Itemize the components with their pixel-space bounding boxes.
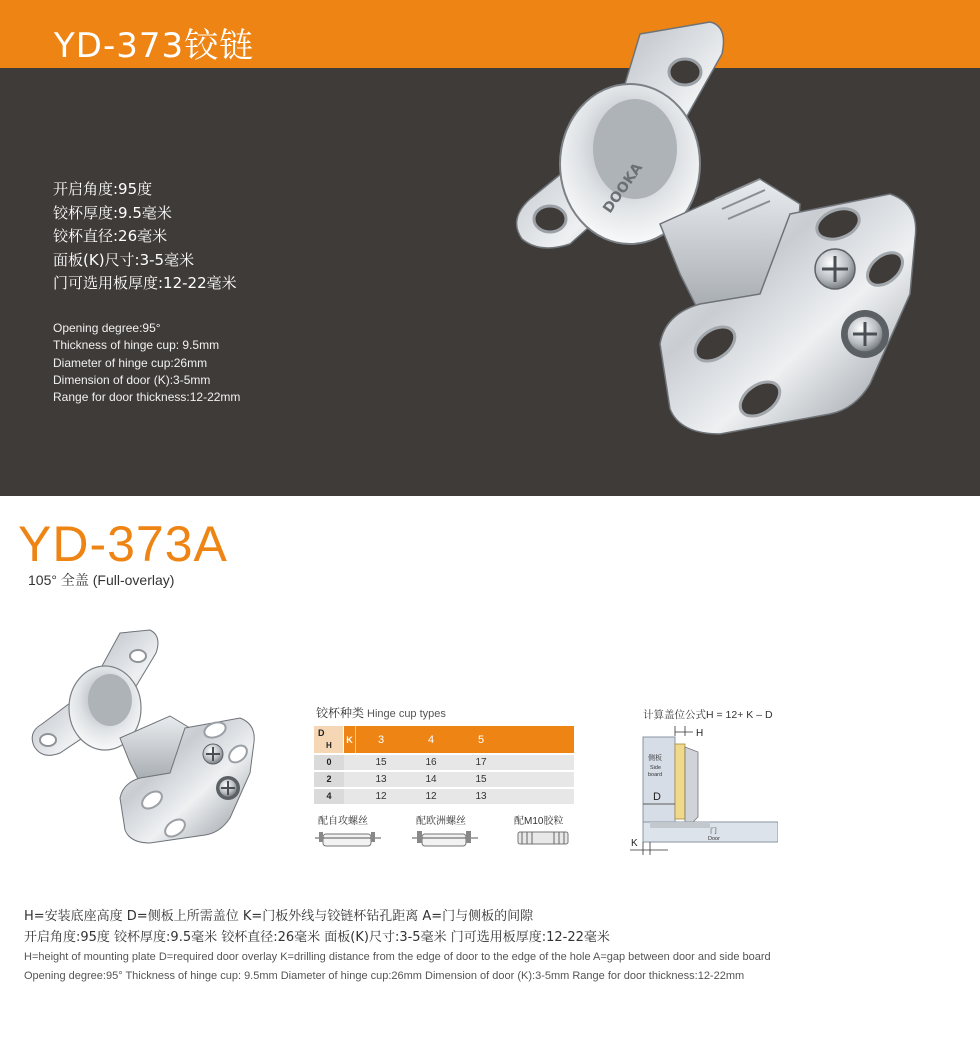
side-board-label-cn: 侧板 [648, 755, 662, 762]
table-cell: 12 [375, 791, 387, 802]
spec-cn-item: 铰杯直径:26毫米 [53, 227, 168, 245]
table-row [314, 789, 574, 804]
door-label-cn: 门 [710, 828, 717, 835]
page-title: YD-373铰链 [54, 26, 255, 66]
specs-en-list [53, 320, 240, 406]
d-label: D [318, 728, 325, 738]
cup-title-en: Hinge cup types [367, 708, 446, 720]
table-row [314, 772, 574, 787]
overlay-diagram [628, 722, 778, 857]
overlay-formula: 计算盖位公式H = 12+ K – D [643, 709, 773, 721]
spec-notes [24, 906, 771, 986]
hinge-cup-table [314, 726, 574, 804]
spec-cn-item: 门可选用板厚度:12-22毫米 [53, 274, 237, 292]
side-board-label-en: board [648, 772, 663, 778]
side-board-label-en: Side [650, 765, 662, 771]
row-h-value: 0 [314, 755, 344, 770]
table-cell: 15 [375, 757, 387, 768]
notes-specs-en: Opening degree:95° Thickness of hinge cup: 9.5mm Diameter of hinge cup:26mm Dimension of door (K):3-5mm Range for door thickness:12-22mm [24, 970, 745, 982]
cup-title-cn: 铰杯种类 [316, 706, 365, 720]
cup-table-header [314, 726, 574, 753]
k-value: 4 [427, 733, 435, 746]
spec-cn-item: 开启角度:95度 [53, 180, 153, 198]
spec-en-item: Dimension of door (K):3-5mm [53, 372, 211, 387]
table-cell: 16 [425, 757, 437, 768]
door-label-en: Door [708, 836, 720, 842]
notes-specs-cn: 开启角度:95度 铰杯厚度:9.5毫米 铰杯直径:26毫米 面板(K)尺寸:3-5毫米 门可选用板厚度:12-22毫米 [24, 930, 610, 945]
spec-en-item: Diameter of hinge cup:26mm [53, 355, 208, 370]
row-h-value: 2 [314, 772, 344, 787]
spec-cn-item: 铰杯厚度:9.5毫米 [53, 203, 172, 222]
notes-legend-en: H=height of mounting plate D=required door overlay K=drilling distance from the edge of door to the edge of the hole A=gap between door and side board [24, 951, 771, 963]
notes-legend-cn: H=安装底座高度 D=侧板上所需盖位 K=门板外线与铰链杯钻孔距离 A=门与侧板的间隙 [24, 909, 534, 924]
dh-corner-cell [314, 726, 344, 753]
spec-en-item: Opening degree:95° [53, 321, 161, 335]
spec-cn-item: 面板(K)尺寸:3-5毫米 [53, 250, 195, 269]
hinge-stamp-text: DOOKA [600, 160, 647, 217]
table-row [314, 755, 574, 770]
specs-cn-list [53, 178, 237, 296]
product-subtitle: 105° 全盖 (Full-overlay) [28, 572, 175, 588]
row-h-value: 4 [314, 789, 344, 804]
d-dimension-label: D [653, 791, 661, 803]
spec-en-item: Range for door thickness:12-22mm [53, 390, 241, 405]
screw-option-label: 配自攻螺丝 [318, 816, 368, 827]
product-model: YD-373A [18, 516, 228, 572]
table-cell: 12 [425, 791, 437, 802]
table-cell: 15 [475, 774, 487, 785]
h-dimension-label: H [696, 728, 704, 739]
m10-dowel-icon [508, 828, 578, 854]
hinge-photo-large [460, 14, 940, 464]
k-value: 3 [377, 733, 385, 746]
k-dimension-label: K [631, 838, 638, 849]
k-value: 5 [477, 733, 485, 746]
table-cell: 13 [375, 774, 387, 785]
table-cell: 14 [425, 774, 437, 785]
self-tapping-screw-icon [313, 828, 383, 854]
euro-screw-icon [410, 828, 480, 854]
spec-en-item: Thickness of hinge cup: 9.5mm [53, 338, 220, 353]
k-label: K [344, 726, 356, 753]
hinge-photo-small [20, 628, 280, 853]
screw-option-label: 配欧洲螺丝 [416, 816, 466, 827]
table-cell: 13 [475, 791, 487, 802]
screw-option-label: 配M10胶粒 [514, 816, 564, 827]
h-label: H [326, 741, 332, 750]
table-cell: 17 [475, 757, 487, 768]
cup-table-title [316, 704, 446, 721]
